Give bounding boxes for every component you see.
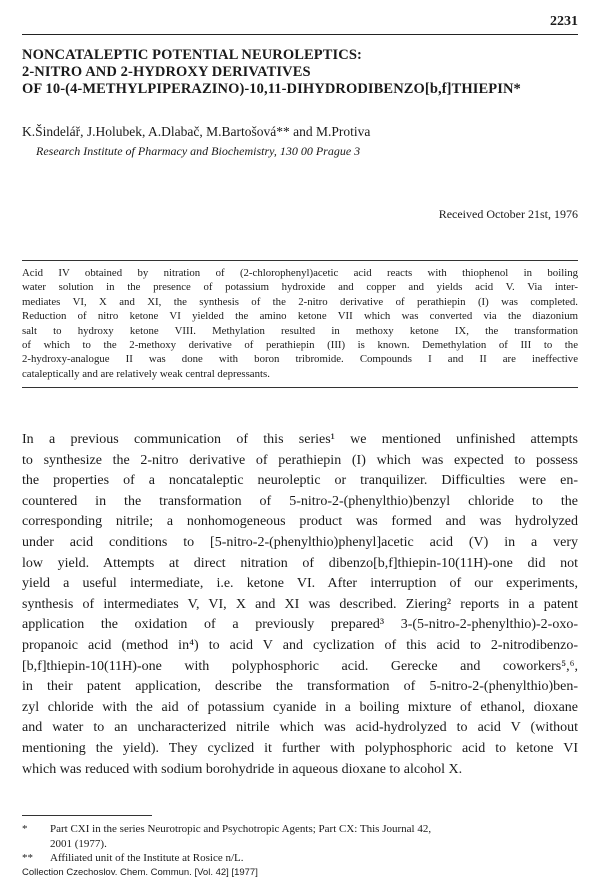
abstract (22, 266, 578, 381)
body-line: under acid conditions to [5-nitro-2-(phenylthio)phenyl]acetic acid (V) in a very (22, 534, 578, 550)
footnote-1-text: Part CXI in the series Neurotropic and Psychotropic Agents; Part CX: This Journal 42, (50, 823, 432, 835)
footnote-1-continuation: 2001 (1977). (50, 837, 107, 850)
title-line-3: OF 10-(4-METHYLPIPERAZINO)-10,11-DIHYDRODIBENZO[b,f]THIEPIN* (22, 81, 521, 97)
abstract-line: of which to the 2-methoxy derivative of perathiepin (III) is known. Demethylation of III to the (22, 339, 578, 352)
article-title (22, 47, 578, 98)
footnotes (22, 822, 578, 866)
body-line: in their patent application, describe the transformation of 5-nitro-2-(phenylthio)ben- (22, 679, 578, 695)
header-rule (22, 34, 578, 35)
body-line: zyl chloride with the aid of potassium cyanide in a boiling mixture of ethanol, dioxane (22, 699, 578, 715)
footnote-2-text: Affiliated unit of the Institute at Rosice n/L. (50, 852, 244, 864)
body-line: and water to an uncharacterized nitrile which was acid-hydrolyzed to acid V (without (22, 720, 578, 736)
body-line: application the oxidation of a previously prepared³ 3-(5-nitro-2-phenylthio)-2-oxo- (22, 617, 578, 633)
abstract-line: salt to hydroxy ketone VIII. Methylation resulted in methoxy ketone IX, the transformation (22, 324, 578, 337)
body-line: propanoic acid (method in⁴) to acid V and cyclization of this acid to 2-nitrodibenzo- (22, 637, 578, 653)
footnote-2-mark: ** (22, 852, 33, 864)
abstract-line: 2-hydroxy-analogue II was done with boron tribromide. Compounds I and II are ineffective (22, 353, 578, 366)
authors: K.Šindelář, J.Holubek, A.Dlabač, M.Bartošová** and M.Protiva (22, 124, 371, 139)
abstract-line: water solution in the presence of potassium hydroxide and copper and yields acid V. Via inter- (22, 281, 578, 294)
abstract-line: cataleptically and are relatively weak central depressants. (22, 367, 270, 380)
body-line: In a previous communication of this series¹ we mentioned unfinished attempts (22, 432, 578, 447)
body-line: countered in the transformation of 5-nitro-2-(phenylthio)benzyl chloride to the (22, 493, 578, 509)
footnote-1 (22, 822, 578, 837)
title-line-1: NONCATALEPTIC POTENTIAL NEUROLEPTICS: (22, 47, 362, 63)
body-text (22, 430, 578, 780)
body-line: yield a useful intermediate, i.e. ketone VI. After interruption of our experiments, (22, 576, 578, 592)
footnote-1-mark: * (22, 823, 28, 835)
abstract-line: Reduction of nitro ketone VI yielded the amino ketone VII which was converted via the diazonium (22, 310, 578, 323)
abstract-line: Acid IV obtained by nitration of (2-chlorophenyl)acetic acid reacts with thiophenol in boiling (22, 267, 578, 279)
body-line: which was reduced with sodium borohydride in aqueous dioxane to alcohol X. (22, 761, 463, 777)
page-number: 2231 (550, 14, 578, 29)
abstract-line: mediates VI, X and XI, the synthesis of the 2-nitro derivative of perathiepin (I) was completed. (22, 295, 578, 308)
body-line: to synthesize the 2-nitro derivative of perathiepin (I) which was expected to possess (22, 452, 578, 468)
footnote-rule (22, 815, 152, 816)
received-date: Received October 21st, 1976 (438, 207, 578, 221)
footnote-2 (22, 851, 578, 866)
body-line: corresponding nitrile; a nonhomogeneous product was formed and was hydrolyzed (22, 514, 578, 530)
body-line: the properties of a noncataleptic neuroleptic or tranquilizer. Difficulties were en- (22, 473, 578, 489)
journal-citation: Collection Czechoslov. Chem. Commun. [Vol. 42] [1977] (22, 867, 258, 878)
title-line-2: 2-NITRO AND 2-HYDROXY DERIVATIVES (22, 64, 311, 80)
body-line: [b,f]thiepin-10(11H)-one with polyphosphoric acid. Gerecke and coworkers⁵,⁶, (22, 658, 578, 674)
body-line: synthesis of intermediates V, VI, X and XI was described. Ziering² reports in a patent (22, 596, 578, 612)
affiliation: Research Institute of Pharmacy and Biochemistry, 130 00 Prague 3 (36, 144, 361, 158)
body-line: mentioning the yield). They cyclized it further with polyphosphoric acid to ketone VI (22, 740, 578, 756)
body-line: low yield. Attempts at direct nitration of dibenzo[b,f]thiepin-10(11H)-one did not (22, 555, 578, 571)
